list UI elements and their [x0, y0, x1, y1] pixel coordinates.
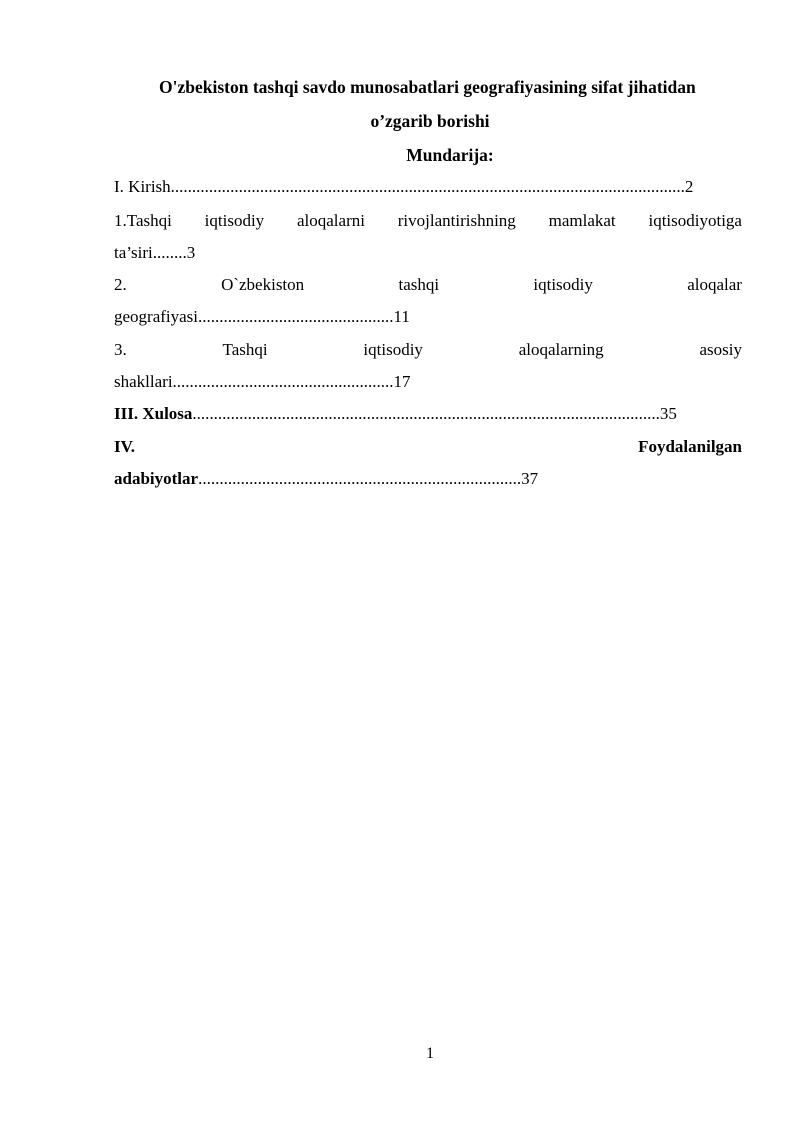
toc-word: aloqalar [687, 275, 742, 294]
toc-word: Foydalanilgan [638, 437, 742, 456]
toc-word: 3. [114, 340, 127, 359]
toc-word: O`zbekiston [221, 275, 305, 294]
toc-word: aloqalarni [296, 211, 365, 230]
toc-word: 1.Tashqi [114, 211, 172, 230]
toc-word: iqtisodiy [204, 211, 265, 230]
toc-entry-4-line-2 [114, 468, 742, 490]
toc-word: iqtisodiy [363, 340, 423, 359]
toc-heading: Mundarija: [406, 145, 494, 165]
toc-entry-xulosa [114, 403, 742, 425]
toc-word: Tashqi [222, 340, 268, 359]
toc-adabiyotlar-label: adabiyotlar [114, 469, 199, 488]
toc-adabiyotlar-dots: ............................................................................37 [198, 469, 539, 488]
toc-entry-1-line-1 [114, 210, 742, 232]
toc-entry-2-line-2: geografiyasi..............................................11 [114, 307, 410, 326]
toc-entry-4-line-1 [114, 436, 742, 458]
toc-word: iqtisodiyotiga [648, 211, 742, 230]
document-title-line-1: O'zbekiston tashqi savdo munosabatlari geografiyasining sifat jihatidan [159, 77, 696, 97]
toc-entry-1-line-2: ta’siri........3 [114, 243, 196, 262]
document-title-line-2: o’zgarib borishi [370, 111, 490, 131]
toc-entry-3-line-1 [114, 339, 742, 361]
toc-xulosa-label: III. Xulosa [114, 404, 193, 423]
toc-word: IV. [114, 437, 135, 456]
toc-entry-2-line-1 [114, 274, 742, 296]
toc-entry-kirish: I. Kirish.........................................................................................................................2 [114, 177, 694, 196]
toc-word: rivojlantirishning [397, 211, 516, 230]
toc-xulosa-dots: ..............................................................................................................35 [192, 404, 677, 423]
toc-entry-3-line-2: shakllari....................................................17 [114, 372, 411, 391]
toc-word: mamlakat [548, 211, 616, 230]
toc-word: iqtisodiy [533, 275, 593, 294]
toc-word: 2. [114, 275, 127, 294]
toc-word: aloqalarning [518, 340, 604, 359]
toc-word: asosiy [699, 340, 742, 359]
toc-word: tashqi [398, 275, 440, 294]
page-number: 1 [426, 1045, 434, 1062]
